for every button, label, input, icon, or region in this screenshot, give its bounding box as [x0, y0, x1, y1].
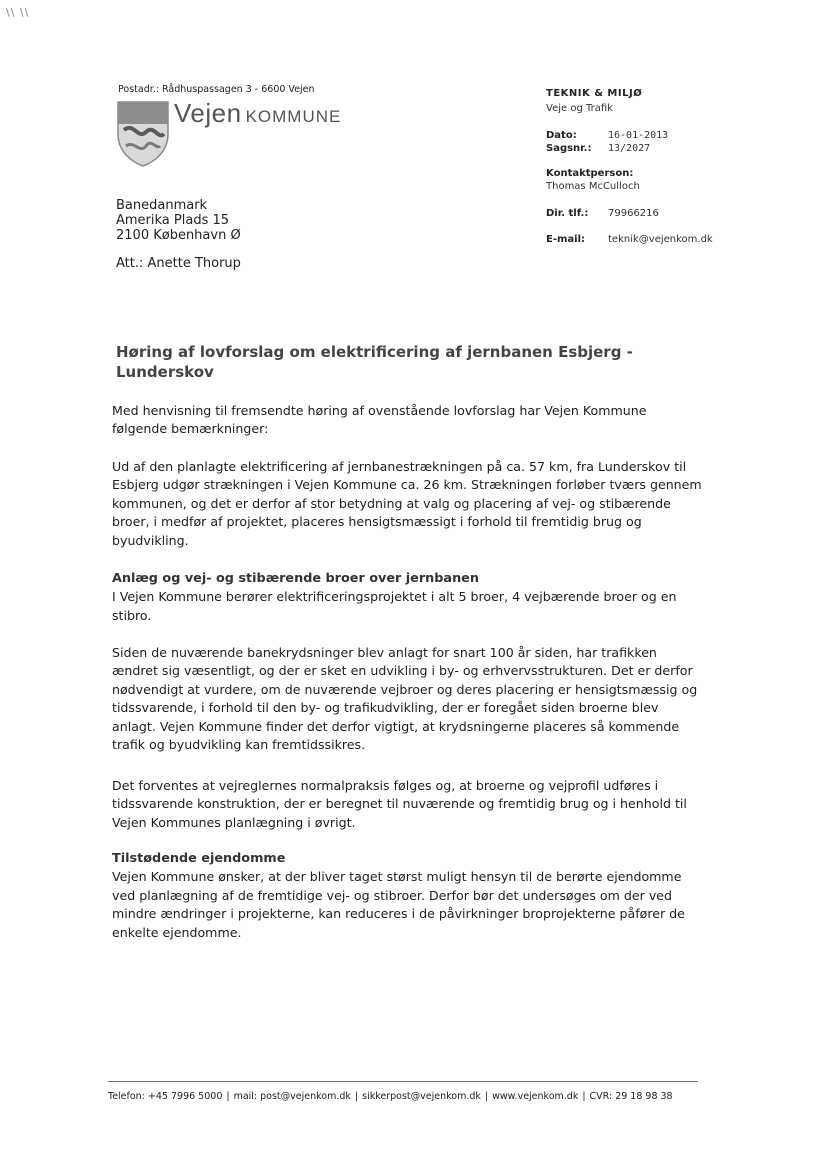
- footer-cvr: CVR: 29 18 98 38: [589, 1091, 673, 1102]
- body-paragraph: [112, 644, 702, 754]
- footer: [108, 1091, 708, 1102]
- logo-suffix: KOMMUNE: [245, 107, 342, 126]
- contact-value: Thomas McCulloch: [546, 181, 640, 192]
- section-heading: Anlæg og vej- og stibærende broer over jernbanen: [112, 571, 479, 586]
- case-value: 13/2027: [608, 143, 651, 154]
- footer-separator: |: [226, 1091, 230, 1102]
- paragraph-text: I Vejen Kommune berører elektrificeringsprojektet i alt 5 broer, 4 vejbærende broer og en stibro.: [112, 589, 677, 623]
- footer-separator: |: [354, 1091, 359, 1102]
- date-label: Dato:: [546, 130, 577, 141]
- phone-label: Dir. tlf.:: [546, 208, 589, 219]
- body-paragraph: [112, 777, 702, 832]
- letter-title: Høring af lovforslag om elektrificering af jernbanen Esbjerg - Lunderskov: [116, 343, 633, 381]
- postal-address: Postadr.: Rådhuspassagen 3 - 6600 Vejen: [118, 84, 315, 95]
- footer-secure-mail[interactable]: sikkerpost@vejenkom.dk: [362, 1091, 481, 1102]
- recipient-line: Banedanmark: [116, 198, 208, 213]
- section-properties: [112, 850, 702, 942]
- recipient-line: Amerika Plads 15: [116, 213, 230, 228]
- contact-label: Kontaktperson:: [546, 168, 634, 179]
- unit: Veje og Trafik: [546, 103, 613, 114]
- footer-divider: [108, 1081, 698, 1082]
- body-paragraph: [112, 402, 702, 439]
- logo-name: Vejen: [174, 98, 242, 128]
- email-value: teknik@vejenkom.dk: [608, 234, 713, 245]
- municipality-logo-text: [174, 98, 341, 129]
- paragraph-text: Ud af den planlagte elektrificering af jernbanestrækningen på ca. 57 km, fra Lunderskov til Esbjerg udgør strækningen i Vejen Kommune ca. 26 km. Strækningen forløber tværs gennem kommunen, og det er derfor af stor betydning at valg og placering af vej- og stibærende broer, i medfør af projektet, placeres hensigtsmæssigt i forhold til fremtidig brug og byudvikling.: [112, 459, 702, 548]
- footer-web[interactable]: www.vejenkom.dk: [492, 1091, 579, 1102]
- body-paragraph: [112, 458, 702, 550]
- attention-line: Att.: Anette Thorup: [116, 256, 241, 271]
- footer-phone: Telefon: +45 7996 5000: [108, 1091, 223, 1102]
- section-heading: Tilstødende ejendomme: [112, 851, 286, 866]
- recipient-address: [116, 198, 241, 243]
- email-label: E-mail:: [546, 234, 586, 245]
- paragraph-text: Med henvisning til fremsendte høring af ovenstående lovforslag har Vejen Kommune følgende bemærkninger:: [112, 403, 647, 437]
- date-value: 16-01-2013: [608, 130, 669, 141]
- department: TEKNIK & MILJØ: [546, 88, 643, 99]
- case-label: Sagsnr.:: [546, 143, 592, 154]
- recipient-line: 2100 København Ø: [116, 228, 241, 243]
- footer-mail[interactable]: mail: post@vejenkom.dk: [233, 1091, 351, 1102]
- paragraph-text: Vejen Kommune ønsker, at der bliver taget størst muligt hensyn til de berørte ejendomme ved planlægning af de fremtidige vej- og stibroer. Derfor bør det undersøges om der ved mindre ændringer i projekterne, kan reduceres i de påvirkninger broprojekterne påfører de enkelte ejendomme.: [112, 869, 685, 940]
- scan-corner-mark: \\ \\: [6, 6, 30, 19]
- footer-separator: |: [484, 1091, 489, 1102]
- footer-separator: |: [582, 1091, 586, 1102]
- phone-value: 79966216: [608, 208, 659, 219]
- paragraph-text: Det forventes at vejreglernes normalpraksis følges og, at broerne og vejprofil udføres i tidssvarende konstruktion, der er beregnet til nuværende og fremtidig brug og i henhold til Vejen Kommunes planlægning i øvrigt.: [112, 778, 687, 830]
- paragraph-text: Siden de nuværende banekrydsninger blev anlagt for snart 100 år siden, har trafikken ændret sig væsentligt, og der er sket en udvikling i by- og erhvervsstrukturen. Det er derfor nødvendigt at vurdere, om de nuværende vejbroer og deres placering er hensigtsmæssig og tidssvarende, i forhold til den by- og trafikudvikling, der er foregået siden broerne blev anlagt. Vejen Kommune finder det derfor vigtigt, at krydsningerne placeres så kommende trafik og byudvikling kan fremtidssikres.: [112, 645, 698, 753]
- municipality-crest-icon: [116, 100, 170, 168]
- section-bridges: [112, 570, 702, 625]
